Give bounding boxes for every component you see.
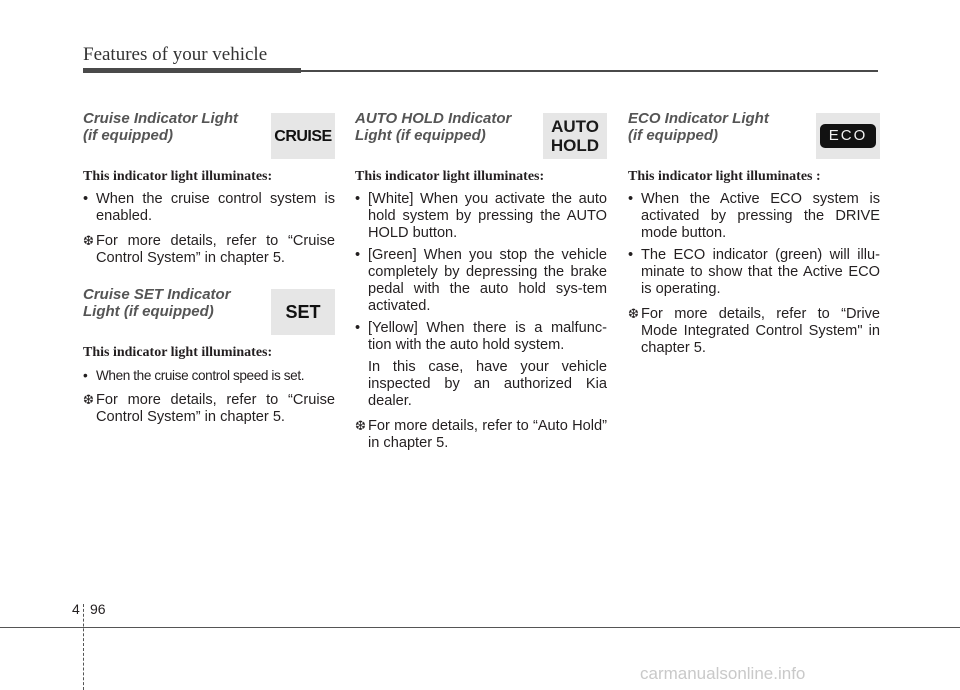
list-item: • When the cruise control system is enabled. bbox=[83, 191, 335, 225]
section-title: Cruise SET Indicator Light (if equipped) bbox=[83, 286, 231, 320]
note: ❆ For more details, refer to “Drive Mode Integrated Control System" in chapter 5. bbox=[628, 306, 880, 356]
bullet-list bbox=[355, 191, 607, 354]
list-item: • The ECO indicator (green) will illu-minate to show that the Active ECO is operating. bbox=[628, 247, 880, 298]
subheading: This indicator light illuminates: bbox=[83, 169, 273, 184]
subheading: This indicator light illuminates: bbox=[355, 169, 545, 184]
section-title: ECO Indicator Light (if equipped) bbox=[628, 110, 769, 144]
page-header-title: Features of your vehicle bbox=[83, 44, 268, 65]
bullet-list bbox=[628, 191, 880, 298]
list-item: • When the cruise control speed is set. bbox=[83, 367, 335, 384]
page-number: 96 bbox=[90, 601, 106, 617]
note: ❆ For more details, refer to “Cruise Control System” in chapter 5. bbox=[83, 233, 335, 266]
subheading: This indicator light illuminates : bbox=[628, 169, 821, 184]
note-symbol-icon: ❆ bbox=[83, 392, 94, 407]
list-item: • [White] When you activate the auto hold system by pressing the AUTO HOLD button. bbox=[355, 191, 607, 242]
section-eco-indicator bbox=[628, 110, 880, 357]
column-right bbox=[628, 110, 880, 362]
column-middle bbox=[355, 110, 607, 457]
section-title: AUTO HOLD Indicator Light (if equipped) bbox=[355, 110, 512, 144]
bullet-list bbox=[83, 367, 335, 384]
header-rule-thick bbox=[83, 68, 301, 73]
note-symbol-icon: ❆ bbox=[83, 233, 94, 248]
footer-divider bbox=[83, 604, 85, 690]
section-cruise-set-indicator bbox=[83, 286, 335, 426]
continuation-text: In this case, have your vehicle inspected by an authorized Kia dealer. bbox=[368, 359, 607, 409]
watermark: carmanualsonline.info bbox=[640, 664, 806, 683]
list-item: • When the Active ECO system is activated by pressing the DRIVE mode button. bbox=[628, 191, 880, 242]
list-item: • [Yellow] When there is a malfunc-tion with the auto hold system. bbox=[355, 320, 607, 354]
section-title: Cruise Indicator Light (if equipped) bbox=[83, 110, 239, 144]
section-cruise-indicator bbox=[83, 110, 335, 267]
section-auto-hold-indicator bbox=[355, 110, 607, 452]
cruise-indicator-icon: CRUISE bbox=[271, 113, 335, 159]
note-symbol-icon: ❆ bbox=[355, 418, 366, 433]
bullet-list bbox=[83, 191, 335, 225]
column-left bbox=[83, 110, 335, 431]
note: ❆ For more details, refer to “Auto Hold” in chapter 5. bbox=[355, 418, 607, 451]
footer-rule bbox=[0, 627, 960, 628]
note-symbol-icon: ❆ bbox=[628, 306, 639, 321]
auto-hold-indicator-icon: AUTO HOLD bbox=[543, 113, 607, 159]
subheading: This indicator light illuminates: bbox=[83, 345, 273, 360]
list-item: • [Green] When you stop the vehicle completely by depressing the brake pedal with the auto hold sys-tem activated. bbox=[355, 247, 607, 315]
header-rule-thin bbox=[301, 70, 878, 72]
set-indicator-icon: SET bbox=[271, 289, 335, 335]
page-chapter-number: 4 bbox=[72, 601, 80, 617]
eco-indicator-icon: ECO bbox=[816, 113, 880, 159]
note: ❆ For more details, refer to “Cruise Control System” in chapter 5. bbox=[83, 392, 335, 425]
